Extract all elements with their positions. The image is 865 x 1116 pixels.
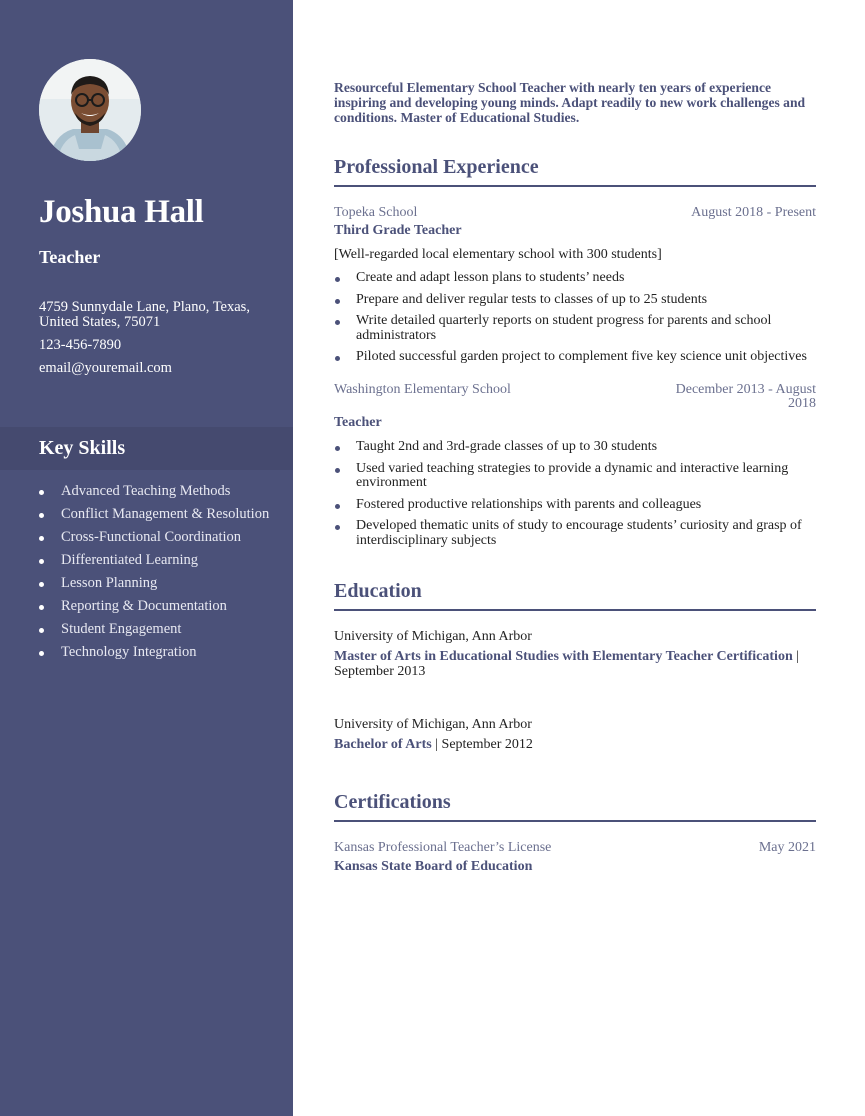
contact-info (39, 300, 269, 384)
profile-photo (39, 59, 141, 161)
skill-item: Differentiated Learning (39, 553, 279, 568)
bullet-item: Create and adapt lesson plans to students’ needs (334, 271, 816, 286)
skill-item: Student Engagement (39, 622, 279, 637)
education-heading: Education (334, 580, 816, 611)
education-school: University of Michigan, Ann Arbor (334, 717, 532, 732)
skill-item: Conflict Management & Resolution (39, 507, 279, 522)
job-dates: August 2018 - Present (691, 205, 816, 220)
skill-item: Advanced Teaching Methods (39, 484, 279, 499)
certification-name: Kansas Professional Teacher’s License (334, 840, 552, 855)
experience-heading: Professional Experience (334, 156, 816, 187)
job-note: [Well-regarded local elementary school with 300 students] (334, 247, 662, 262)
skill-item: Lesson Planning (39, 576, 279, 591)
education-degree: Master of Arts in Educational Studies with Elementary Teacher Certification (334, 649, 793, 664)
employer-name: Washington Elementary School (334, 382, 511, 397)
address: 4759 Sunnydale Lane, Plano, Texas, United States, 75071 (39, 299, 250, 330)
job-bullets (334, 440, 816, 555)
job-dates: December 2013 - August 2018 (675, 382, 816, 411)
education-degree: Bachelor of Arts (334, 737, 432, 752)
education-degree-line (334, 649, 816, 679)
skill-item: Cross-Functional Coordination (39, 530, 279, 545)
education-date: | September 2013 (334, 649, 800, 679)
sidebar (0, 0, 293, 1116)
certification-date: May 2021 (758, 840, 816, 855)
job-role: Third Grade Teacher (334, 223, 462, 238)
education-degree-line (334, 738, 816, 752)
certification-row (334, 841, 816, 855)
skills-list (39, 484, 279, 668)
bullet-item: Used varied teaching strategies to provide a dynamic and interactive learning environment (334, 462, 816, 491)
phone: 123-456-7890 (39, 337, 122, 353)
skill-item: Technology Integration (39, 645, 279, 660)
job-employer (334, 206, 816, 220)
avatar-illustration (39, 59, 141, 161)
skills-header-band (0, 427, 293, 470)
bullet-item: Prepare and deliver regular tests to classes of up to 25 students (334, 293, 816, 308)
bullet-item: Developed thematic units of study to encourage students’ curiosity and grasp of interdisciplinary subjects (334, 519, 816, 548)
certification-issuer: Kansas State Board of Education (334, 859, 533, 874)
skills-heading: Key Skills (39, 437, 126, 459)
email: email@youremail.com (39, 360, 172, 376)
employer-name: Topeka School (334, 205, 418, 220)
bullet-item: Taught 2nd and 3rd-grade classes of up to 30 students (334, 440, 816, 455)
skill-item: Reporting & Documentation (39, 599, 279, 614)
job-bullets (334, 271, 816, 372)
bullet-item: Write detailed quarterly reports on student progress for parents and school administrators (334, 314, 816, 343)
person-name: Joshua Hall (39, 194, 204, 230)
education-school: University of Michigan, Ann Arbor (334, 629, 532, 644)
education-date: | September 2012 (435, 737, 533, 752)
bullet-item: Fostered productive relationships with parents and colleagues (334, 498, 816, 513)
job-employer (334, 382, 816, 411)
summary: Resourceful Elementary School Teacher with nearly ten years of experience inspiring and developing young minds. Adapt readily to new work challenges and conditions. Master of Educational Studies. (334, 80, 806, 125)
certifications-heading: Certifications (334, 791, 816, 822)
job-role: Teacher (334, 415, 382, 430)
bullet-item: Piloted successful garden project to complement five key science unit objectives (334, 350, 816, 365)
job-title: Teacher (39, 247, 101, 267)
